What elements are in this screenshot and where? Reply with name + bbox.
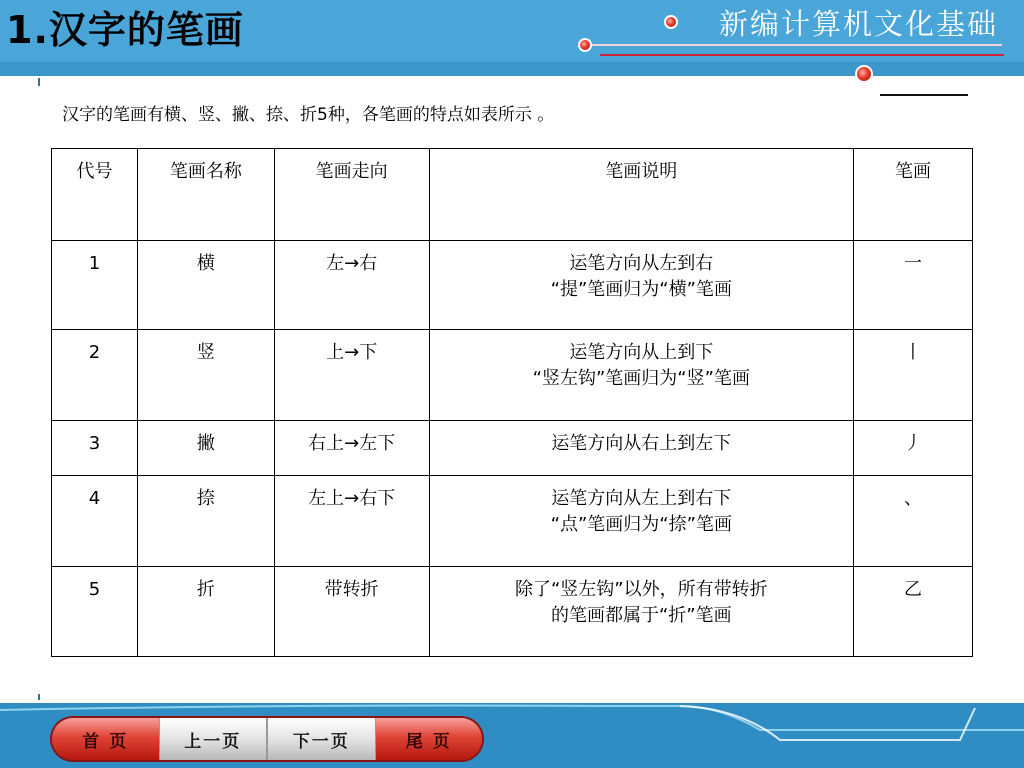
table-row (52, 421, 973, 476)
column-header-direction: 笔画走向 (274, 149, 429, 241)
cell-stroke: 丿 (854, 421, 973, 476)
last-page-button[interactable]: 尾 页 (376, 718, 483, 760)
cell-direction: 左上→右下 (274, 476, 429, 567)
brand-bullet-icon (664, 15, 678, 29)
cell-description (429, 476, 854, 567)
page-title: 1.汉字的笔画 (6, 8, 244, 52)
cell-description (429, 567, 854, 657)
description-line-1: 除了“竖左钩”以外，所有带转折 (514, 579, 768, 600)
table-row (52, 567, 973, 657)
first-page-button[interactable]: 首 页 (52, 718, 159, 760)
cell-stroke: 丨 (854, 330, 973, 421)
cell-stroke: 、 (854, 476, 973, 567)
description-line-2: “提”笔画归为“横”笔画 (550, 279, 732, 300)
intro-text: 汉字的笔画有横、竖、撇、捺、折5种，各笔画的特点如表所示 。 (62, 105, 555, 125)
description-line-1: 运笔方向从右上到左下 (551, 433, 732, 454)
cell-code: 2 (52, 330, 138, 421)
description-line-2: “点”笔画归为“捺”笔画 (550, 514, 732, 535)
cell-name: 撇 (137, 421, 274, 476)
left-tick (38, 78, 40, 86)
cell-code: 4 (52, 476, 138, 567)
column-header-description: 笔画说明 (429, 149, 854, 241)
column-header-stroke: 笔画 (854, 149, 973, 241)
cell-stroke: 一 (854, 241, 973, 330)
strokes-table (51, 148, 973, 657)
table-row (52, 476, 973, 567)
cell-direction: 上→下 (274, 330, 429, 421)
cell-name: 横 (137, 241, 274, 330)
column-header-name: 笔画名称 (137, 149, 274, 241)
cell-name: 竖 (137, 330, 274, 421)
accent-bullet-icon (855, 65, 873, 83)
cell-code: 3 (52, 421, 138, 476)
description-line-2: “竖左钩”笔画归为“竖”笔画 (532, 368, 750, 389)
cell-name: 折 (137, 567, 274, 657)
cell-code: 1 (52, 241, 138, 330)
description-line-1: 运笔方向从左到右 (569, 253, 714, 274)
accent-line (600, 54, 1004, 56)
header-divider-line (586, 44, 1002, 46)
cell-description (429, 241, 854, 330)
description-line-2: 的笔画都属于“折”笔画 (550, 605, 732, 626)
cell-code: 5 (52, 567, 138, 657)
cell-name: 捺 (137, 476, 274, 567)
next-page-button[interactable]: 下一页 (267, 718, 376, 760)
description-line-1: 运笔方向从左上到右下 (551, 488, 732, 509)
cell-direction: 右上→左下 (274, 421, 429, 476)
column-header-code: 代号 (52, 149, 138, 241)
divider-bullet-icon (578, 38, 592, 52)
table-row (52, 330, 973, 421)
cell-stroke: 乙 (854, 567, 973, 657)
cell-direction: 左→右 (274, 241, 429, 330)
cell-direction: 带转折 (274, 567, 429, 657)
brand-title: 新编计算机文化基础 (718, 7, 998, 41)
table-header-row (52, 149, 973, 241)
description-line-1: 运笔方向从上到下 (569, 342, 714, 363)
accent-short-line (880, 94, 968, 96)
cell-description (429, 330, 854, 421)
table-row (52, 241, 973, 330)
slide-navigation (52, 718, 482, 760)
cell-description (429, 421, 854, 476)
previous-page-button[interactable]: 上一页 (159, 718, 268, 760)
